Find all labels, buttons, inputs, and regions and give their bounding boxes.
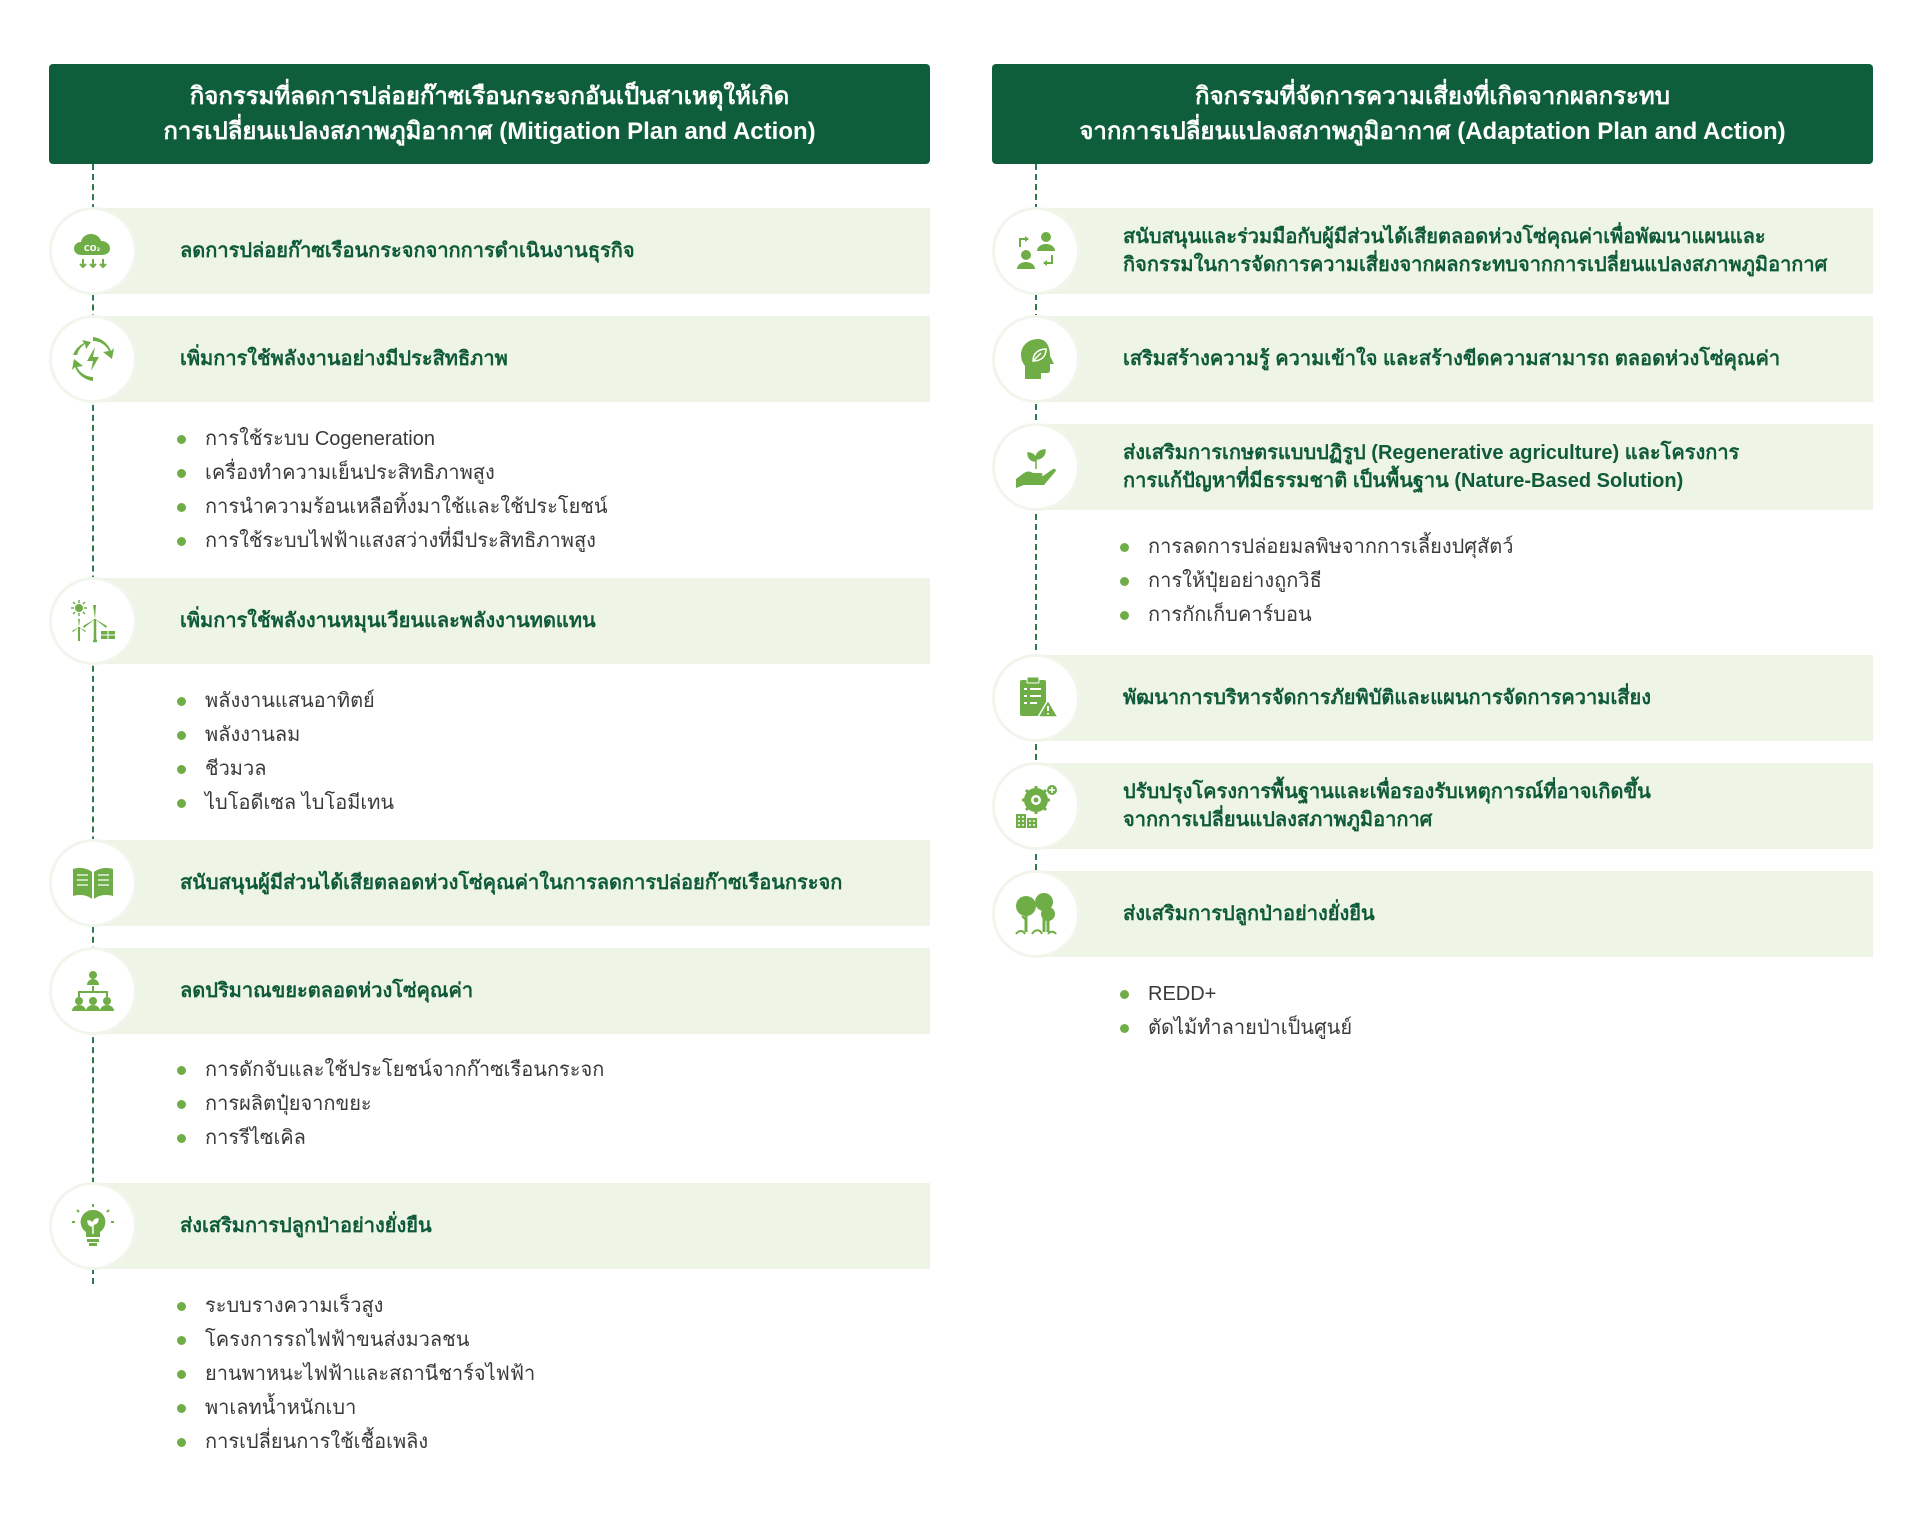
mitigation-item: [49, 948, 930, 1034]
header-line-1: กิจกรรมที่จัดการความเสี่ยงที่เกิดจากผลกระทบ: [1195, 83, 1670, 110]
action-title-line: การแก้ปัญหาที่มีธรรมชาติ เป็นพื้นฐาน (Nature-Based Solution): [1123, 470, 1684, 492]
adaptation-item: [992, 655, 1873, 741]
mitigation-item: [49, 578, 930, 664]
bullet-list: [49, 1289, 930, 1459]
action-title: เพิ่มการใช้พลังงานหมุนเวียนและพลังงานทดแทน: [180, 610, 596, 632]
svg-text:CO₂: CO₂: [83, 244, 101, 253]
list-item: พลังงานลม: [177, 718, 930, 752]
action-card: [93, 208, 930, 294]
list-item: การให้ปุ๋ยอย่างถูกวิธี: [1120, 564, 1873, 598]
adaptation-item: [992, 316, 1873, 402]
action-card: [93, 578, 930, 664]
list-item: เครื่องทำความเย็นประสิทธิภาพสูง: [177, 456, 930, 490]
co2-cloud-icon: [49, 207, 137, 295]
action-title: ลดปริมาณขยะตลอดห่วงโซ่คุณค่า: [180, 980, 474, 1002]
list-item: โครงการรถไฟฟ้าขนส่งมวลชน: [177, 1323, 930, 1357]
action-card: [93, 840, 930, 926]
action-title-line: กิจกรรมในการจัดการความเสี่ยงจากผลกระทบจากการเปลี่ยนแปลงสภาพภูมิอากาศ: [1123, 254, 1828, 276]
header-line-2: จากการเปลี่ยนแปลงสภาพภูมิอากาศ (Adaptation Plan and Action): [1079, 118, 1786, 145]
open-book-icon: [49, 839, 137, 927]
list-item: ตัดไม้ทำลายป่าเป็นศูนย์: [1120, 1011, 1873, 1045]
head-leaf-icon: [992, 315, 1080, 403]
adaptation-item: [992, 424, 1873, 510]
adaptation-header: [992, 64, 1873, 164]
adaptation-item: [992, 208, 1873, 294]
action-title-line: สนับสนุนและร่วมมือกับผู้มีส่วนได้เสียตลอดห่วงโซ่คุณค่าเพื่อพัฒนาแผนและ: [1123, 226, 1766, 248]
bullet-list: [49, 684, 930, 820]
adaptation-column: [992, 64, 1873, 1045]
hand-plant-icon: [992, 423, 1080, 511]
action-card: [1036, 424, 1873, 510]
list-item: REDD+: [1120, 977, 1873, 1011]
header-line-1: กิจกรรมที่ลดการปล่อยก๊าซเรือนกระจกอันเป็นสาเหตุให้เกิด: [189, 83, 790, 110]
list-item: การกักเก็บคาร์บอน: [1120, 598, 1873, 632]
list-item: การใช้ระบบ Cogeneration: [177, 422, 930, 456]
action-title: เสริมสร้างความรู้ ความเข้าใจ และสร้างขีดความสามารถ ตลอดห่วงโซ่คุณค่า: [1123, 348, 1781, 370]
list-item: ชีวมวล: [177, 752, 930, 786]
action-card: [93, 948, 930, 1034]
mitigation-item: [49, 316, 930, 402]
list-item: พาเลทน้ำหนักเบา: [177, 1391, 930, 1425]
action-title: ส่งเสริมการปลูกป่าอย่างยั่งยืน: [1123, 903, 1375, 925]
adaptation-timeline: [992, 208, 1873, 1045]
action-title: ลดการปล่อยก๊าซเรือนกระจกจากการดำเนินงานธุรกิจ: [180, 240, 635, 262]
list-item: การผลิตปุ๋ยจากขยะ: [177, 1087, 930, 1121]
clipboard-warning-icon: [992, 654, 1080, 742]
action-card: [93, 316, 930, 402]
action-title: สนับสนุนผู้มีส่วนได้เสียตลอดห่วงโซ่คุณค่าในการลดการปล่อยก๊าซเรือนกระจก: [180, 872, 843, 894]
energy-recycle-icon: [49, 315, 137, 403]
list-item: การรีไซเคิล: [177, 1121, 930, 1155]
list-item: การดักจับและใช้ประโยชน์จากก๊าซเรือนกระจก: [177, 1053, 930, 1087]
bullet-list: [49, 1053, 930, 1155]
renewable-energy-icon: [49, 577, 137, 665]
action-title: พัฒนาการบริหารจัดการภัยพิบัติและแผนการจัดการความเสี่ยง: [1123, 687, 1651, 709]
forest-icon: [992, 870, 1080, 958]
mitigation-header: [49, 64, 930, 164]
people-exchange-icon: [992, 207, 1080, 295]
action-card: [1036, 316, 1873, 402]
action-title: ส่งเสริมการปลูกป่าอย่างยั่งยืน: [180, 1215, 432, 1237]
list-item: การใช้ระบบไฟฟ้าแสงสว่างที่มีประสิทธิภาพสูง: [177, 524, 930, 558]
list-item: ยานพาหนะไฟฟ้าและสถานีชาร์จไฟฟ้า: [177, 1357, 930, 1391]
list-item: การนำความร้อนเหลือทิ้งมาใช้และใช้ประโยชน์: [177, 490, 930, 524]
action-card: [1036, 655, 1873, 741]
lightbulb-leaf-icon: [49, 1182, 137, 1270]
list-item: พลังงานแสนอาทิตย์: [177, 684, 930, 718]
building-gear-icon: [992, 762, 1080, 850]
action-title-line: ปรับปรุงโครงการพื้นฐานและเพื่อรองรับเหตุการณ์ที่อาจเกิดขึ้น: [1123, 781, 1651, 803]
mitigation-item: [49, 208, 930, 294]
bullet-list: [49, 422, 930, 558]
action-title-line: ส่งเสริมการเกษตรแบบปฏิรูป (Regenerative agriculture) และโครงการ: [1123, 442, 1740, 464]
mitigation-timeline: [49, 208, 930, 1459]
action-card: [1036, 871, 1873, 957]
action-title-line: จากการเปลี่ยนแปลงสภาพภูมิอากาศ: [1123, 809, 1433, 831]
list-item: การเปลี่ยนการใช้เชื้อเพลิง: [177, 1425, 930, 1459]
list-item: การลดการปล่อยมลพิษจากการเลี้ยงปศุสัตว์: [1120, 530, 1873, 564]
bullet-list: [992, 977, 1873, 1045]
action-card: [1036, 763, 1873, 849]
bullet-list: [992, 530, 1873, 632]
adaptation-item: [992, 763, 1873, 849]
adaptation-item: [992, 871, 1873, 957]
network-people-icon: [49, 947, 137, 1035]
mitigation-column: [49, 64, 930, 1459]
mitigation-item: [49, 840, 930, 926]
list-item: ระบบรางความเร็วสูง: [177, 1289, 930, 1323]
mitigation-item: [49, 1183, 930, 1269]
list-item: ไบโอดีเซล ไบโอมีเทน: [177, 786, 930, 820]
action-card: [1036, 208, 1873, 294]
action-card: [93, 1183, 930, 1269]
action-title: เพิ่มการใช้พลังงานอย่างมีประสิทธิภาพ: [180, 348, 508, 370]
header-line-2: การเปลี่ยนแปลงสภาพภูมิอากาศ (Mitigation Plan and Action): [163, 118, 816, 145]
